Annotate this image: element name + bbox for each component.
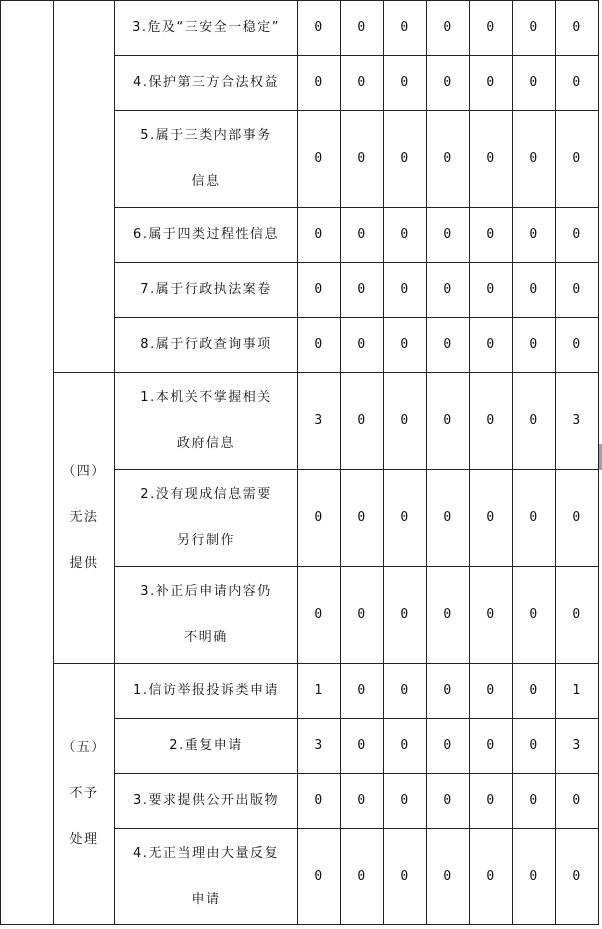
value-cell: 0 bbox=[513, 664, 556, 719]
value-cell: 0 bbox=[427, 208, 470, 263]
value-cell: 0 bbox=[384, 719, 427, 774]
item-label-line: 政府信息 bbox=[176, 436, 235, 451]
value-cell: 0 bbox=[427, 567, 470, 664]
value-cell: 0 bbox=[427, 56, 470, 111]
value-cell: 0 bbox=[513, 373, 556, 470]
item-label-cell bbox=[115, 263, 298, 318]
group-label-cell bbox=[54, 664, 115, 925]
value-cell: 0 bbox=[341, 829, 384, 925]
value-cell: 0 bbox=[298, 263, 341, 318]
item-label-line: 2.重复申请 bbox=[169, 738, 243, 753]
value-cell: 0 bbox=[427, 774, 470, 829]
value-cell: 1 bbox=[556, 664, 599, 719]
item-label-line: 8.属于行政查询事项 bbox=[140, 337, 272, 352]
value-cell: 0 bbox=[384, 208, 427, 263]
value-cell: 0 bbox=[341, 208, 384, 263]
table-row bbox=[1, 1, 599, 56]
value-cell: 0 bbox=[298, 470, 341, 567]
item-label-cell bbox=[115, 719, 298, 774]
item-label-cell bbox=[115, 208, 298, 263]
value-cell: 0 bbox=[341, 56, 384, 111]
value-cell: 0 bbox=[298, 829, 341, 925]
item-label-line: 申请 bbox=[191, 891, 221, 907]
table-row bbox=[1, 373, 599, 470]
item-label-line: 7.属于行政执法案卷 bbox=[140, 282, 272, 297]
value-cell: 0 bbox=[470, 567, 513, 664]
group-label-line: （四） bbox=[62, 464, 106, 479]
item-label-line: 不明确 bbox=[184, 630, 228, 645]
item-label-cell bbox=[115, 373, 298, 470]
item-label-cell bbox=[115, 664, 298, 719]
value-cell: 0 bbox=[427, 1, 470, 56]
value-cell: 0 bbox=[556, 56, 599, 111]
value-cell: 0 bbox=[556, 318, 599, 373]
value-cell: 3 bbox=[556, 373, 599, 470]
value-cell: 0 bbox=[384, 774, 427, 829]
value-cell: 0 bbox=[470, 1, 513, 56]
value-cell: 0 bbox=[556, 111, 599, 208]
value-cell: 0 bbox=[384, 664, 427, 719]
value-cell: 0 bbox=[470, 373, 513, 470]
value-cell: 3 bbox=[556, 719, 599, 774]
value-cell: 0 bbox=[298, 1, 341, 56]
value-cell: 0 bbox=[341, 318, 384, 373]
value-cell: 0 bbox=[513, 111, 556, 208]
value-cell: 0 bbox=[470, 111, 513, 208]
group-label-cell bbox=[54, 1, 115, 373]
item-label-cell bbox=[115, 470, 298, 567]
value-cell: 0 bbox=[556, 470, 599, 567]
value-cell: 0 bbox=[298, 208, 341, 263]
value-cell: 0 bbox=[513, 56, 556, 111]
table-row bbox=[1, 664, 599, 719]
value-cell: 0 bbox=[298, 774, 341, 829]
value-cell: 0 bbox=[470, 470, 513, 567]
item-label-line: 另行制作 bbox=[176, 533, 235, 548]
item-label-line: 3.要求提供公开出版物 bbox=[133, 793, 279, 808]
value-cell: 0 bbox=[513, 470, 556, 567]
value-cell: 0 bbox=[556, 263, 599, 318]
value-cell: 0 bbox=[513, 208, 556, 263]
value-cell: 0 bbox=[341, 263, 384, 318]
value-cell: 0 bbox=[513, 719, 556, 774]
value-cell: 0 bbox=[341, 470, 384, 567]
value-cell: 0 bbox=[470, 208, 513, 263]
group-label-line: 提供 bbox=[69, 556, 99, 571]
value-cell: 0 bbox=[513, 774, 556, 829]
value-cell: 0 bbox=[470, 774, 513, 829]
value-cell: 0 bbox=[556, 774, 599, 829]
group-label-line: （五） bbox=[62, 740, 106, 755]
value-cell: 1 bbox=[298, 664, 341, 719]
item-label-cell bbox=[115, 774, 298, 829]
value-cell: 0 bbox=[341, 567, 384, 664]
group-label-cell bbox=[54, 373, 115, 664]
value-cell: 0 bbox=[470, 263, 513, 318]
value-cell: 0 bbox=[341, 774, 384, 829]
value-cell: 0 bbox=[556, 1, 599, 56]
value-cell: 0 bbox=[556, 567, 599, 664]
value-cell: 0 bbox=[556, 208, 599, 263]
value-cell: 0 bbox=[427, 719, 470, 774]
value-cell: 0 bbox=[341, 111, 384, 208]
item-label-line: 4.保护第三方合法权益 bbox=[133, 75, 279, 90]
item-label-line: 6.属于四类过程性信息 bbox=[133, 227, 279, 242]
value-cell: 0 bbox=[513, 318, 556, 373]
value-cell: 0 bbox=[384, 567, 427, 664]
value-cell: 0 bbox=[427, 318, 470, 373]
value-cell: 0 bbox=[384, 111, 427, 208]
value-cell: 0 bbox=[427, 263, 470, 318]
item-label-cell bbox=[115, 829, 298, 925]
value-cell: 0 bbox=[384, 373, 427, 470]
table-body bbox=[1, 1, 599, 925]
value-cell: 0 bbox=[470, 56, 513, 111]
value-cell: 3 bbox=[298, 719, 341, 774]
item-label-line: 3.危及“三安全一稳定” bbox=[132, 20, 280, 35]
value-cell: 3 bbox=[298, 373, 341, 470]
value-cell: 0 bbox=[384, 56, 427, 111]
value-cell: 0 bbox=[341, 1, 384, 56]
item-label-line: 4.无正当理由大量反复 bbox=[133, 845, 279, 861]
value-cell: 0 bbox=[427, 664, 470, 719]
value-cell: 0 bbox=[470, 719, 513, 774]
group-label-line: 处理 bbox=[69, 832, 99, 847]
category-cell bbox=[1, 1, 54, 925]
value-cell: 0 bbox=[384, 829, 427, 925]
value-cell: 0 bbox=[341, 664, 384, 719]
value-cell: 0 bbox=[384, 1, 427, 56]
value-cell: 0 bbox=[427, 470, 470, 567]
item-label-cell bbox=[115, 567, 298, 664]
value-cell: 0 bbox=[384, 470, 427, 567]
item-label-cell bbox=[115, 111, 298, 208]
value-cell: 0 bbox=[298, 567, 341, 664]
value-cell: 0 bbox=[513, 263, 556, 318]
item-label-cell bbox=[115, 56, 298, 111]
value-cell: 0 bbox=[427, 111, 470, 208]
value-cell: 0 bbox=[341, 373, 384, 470]
value-cell: 0 bbox=[341, 719, 384, 774]
value-cell: 0 bbox=[298, 111, 341, 208]
group-label-line: 不予 bbox=[69, 786, 99, 801]
item-label-line: 3.补正后申请内容仍 bbox=[140, 584, 272, 599]
value-cell: 0 bbox=[513, 1, 556, 56]
item-label-cell bbox=[115, 1, 298, 56]
value-cell: 0 bbox=[427, 829, 470, 925]
value-cell: 0 bbox=[470, 318, 513, 373]
value-cell: 0 bbox=[384, 318, 427, 373]
item-label-line: 信息 bbox=[191, 174, 221, 189]
value-cell: 0 bbox=[556, 829, 599, 925]
item-label-line: 1.信访举报投诉类申请 bbox=[133, 683, 279, 698]
value-cell: 0 bbox=[513, 567, 556, 664]
item-label-line: 1.本机关不掌握相关 bbox=[140, 390, 272, 405]
value-cell: 0 bbox=[513, 829, 556, 925]
item-label-line: 2.没有现成信息需要 bbox=[140, 487, 272, 502]
group-label-line: 无法 bbox=[69, 510, 99, 525]
value-cell: 0 bbox=[427, 373, 470, 470]
value-cell: 0 bbox=[298, 318, 341, 373]
value-cell: 0 bbox=[470, 664, 513, 719]
item-label-line: 5.属于三类内部事务 bbox=[140, 128, 272, 143]
value-cell: 0 bbox=[384, 263, 427, 318]
value-cell: 0 bbox=[470, 829, 513, 925]
item-label-cell bbox=[115, 318, 298, 373]
value-cell: 0 bbox=[298, 56, 341, 111]
